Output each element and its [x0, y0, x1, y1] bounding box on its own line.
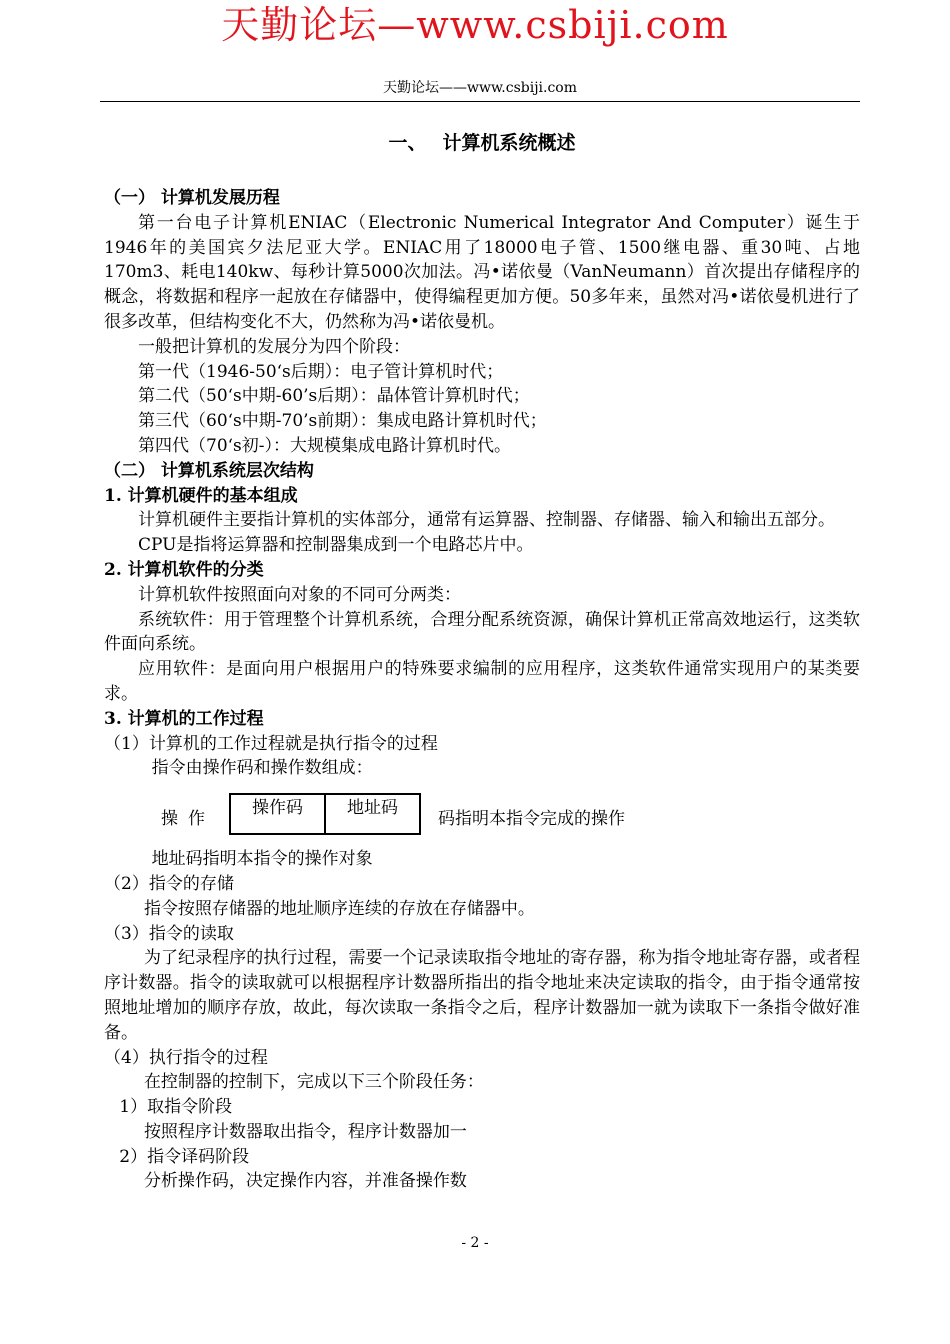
paragraph: 按照程序计数器取出指令，程序计数器加一 [143, 1121, 467, 1142]
list-item: （4）执行指令的过程 [104, 1047, 268, 1068]
list-item: 1）取指令阶段 [119, 1097, 233, 1118]
page-content [104, 130, 860, 1194]
paragraph: CPU是指将运算器和控制器集成到一个电路芯片中。 [138, 535, 534, 556]
instruction-format-box [229, 793, 421, 835]
paragraph: 计算机软件按照面向对象的不同可分两类： [138, 584, 461, 605]
paragraph: 指令按照存储器的地址顺序连续的存放在存储器中。 [143, 898, 535, 919]
paragraph: 第一台电子计算机ENIAC（Electronic Numerical Integrator And Computer）诞生于1946年的美国宾夕法尼亚大学。ENIAC用了18000电子管、1500继电器、重30吨、占地170m3、耗电140kw、每秒计算5000次加法。冯•诺依曼（VanNeumann）首次提出存储程序的概念，将数据和程序一起放在存储器中，使得编程更加方便。50多年来，虽然对冯•诺依曼机进行了很多改革，但结构变化不大，仍然称为冯•诺依曼机。 [104, 212, 860, 332]
list-item: （1）计算机的工作过程就是执行指令的过程 [104, 733, 438, 754]
list-item: 第四代（70‘s初-）：大规模集成电路计算机时代。 [138, 435, 512, 456]
opcode-label: 操作 [161, 809, 215, 830]
chapter-title: 计算机系统概述 [442, 132, 576, 154]
paragraph: 分析操作码，决定操作内容，并准备操作数 [143, 1171, 467, 1192]
address-cell: 地址码 [324, 795, 419, 833]
opcode-cell: 操作码 [252, 798, 303, 819]
list-item: 2）指令译码阶段 [119, 1146, 250, 1167]
subsection-heading: 2. 计算机软件的分类 [104, 559, 264, 580]
paragraph: 计算机硬件主要指计算机的实体部分，通常有运算器、控制器、存储器、输入和输出五部分。 [138, 510, 835, 531]
section-heading: （二） 计算机系统层次结构 [104, 460, 314, 481]
paragraph: 应用软件：是面向用户根据用户的特殊要求编制的应用程序，这类软件通常实现用户的某类要求。 [104, 659, 860, 704]
instruction-format-figure [104, 781, 860, 847]
paragraph: 在控制器的控制下，完成以下三个阶段任务： [143, 1072, 484, 1093]
list-item: 第二代（50‘s中期-60’s后期）：晶体管计算机时代； [138, 386, 530, 407]
list-item: 第一代（1946-50‘s后期）：电子管计算机时代； [138, 361, 504, 382]
paragraph: 系统软件：用于管理整个计算机系统，合理分配系统资源，确保计算机正常高效地运行，这类软件面向系统。 [104, 609, 860, 655]
page-number: - 2 - [461, 1235, 489, 1251]
subsection-heading: 1. 计算机硬件的基本组成 [104, 485, 298, 506]
list-item: （3）指令的读取 [104, 923, 234, 944]
list-item: （2）指令的存储 [104, 873, 234, 894]
opcode-description: 码指明本指令完成的操作 [438, 809, 625, 830]
page-header: 天勤论坛——www.csbiji.com [382, 80, 578, 96]
header-divider [100, 101, 860, 102]
paragraph: 指令由操作码和操作数组成： [151, 758, 373, 779]
chapter-number: 一、 [388, 132, 427, 154]
paragraph: 为了纪录程序的执行过程，需要一个记录读取指令地址的寄存器，称为指令地址寄存器，或者程序计数器。指令的读取就可以根据程序计数器所指出的指令地址来决定读取的指令，由于指令通常按照地址增加的顺序存放，故此，每次读取一条指令之后，程序计数器加一就为读取下一条指令做好准备。 [104, 948, 860, 1043]
list-item: 第三代（60‘s中期-70’s前期）：集成电路计算机时代； [138, 411, 547, 432]
section-heading: （一） 计算机发展历程 [104, 188, 280, 208]
watermark: 天勤论坛—www.csbiji.com [221, 3, 729, 47]
paragraph: 一般把计算机的发展分为四个阶段： [138, 336, 410, 357]
subsection-heading: 3. 计算机的工作过程 [104, 708, 264, 729]
paragraph: 地址码指明本指令的操作对象 [151, 849, 373, 870]
chapter-heading [104, 130, 860, 156]
